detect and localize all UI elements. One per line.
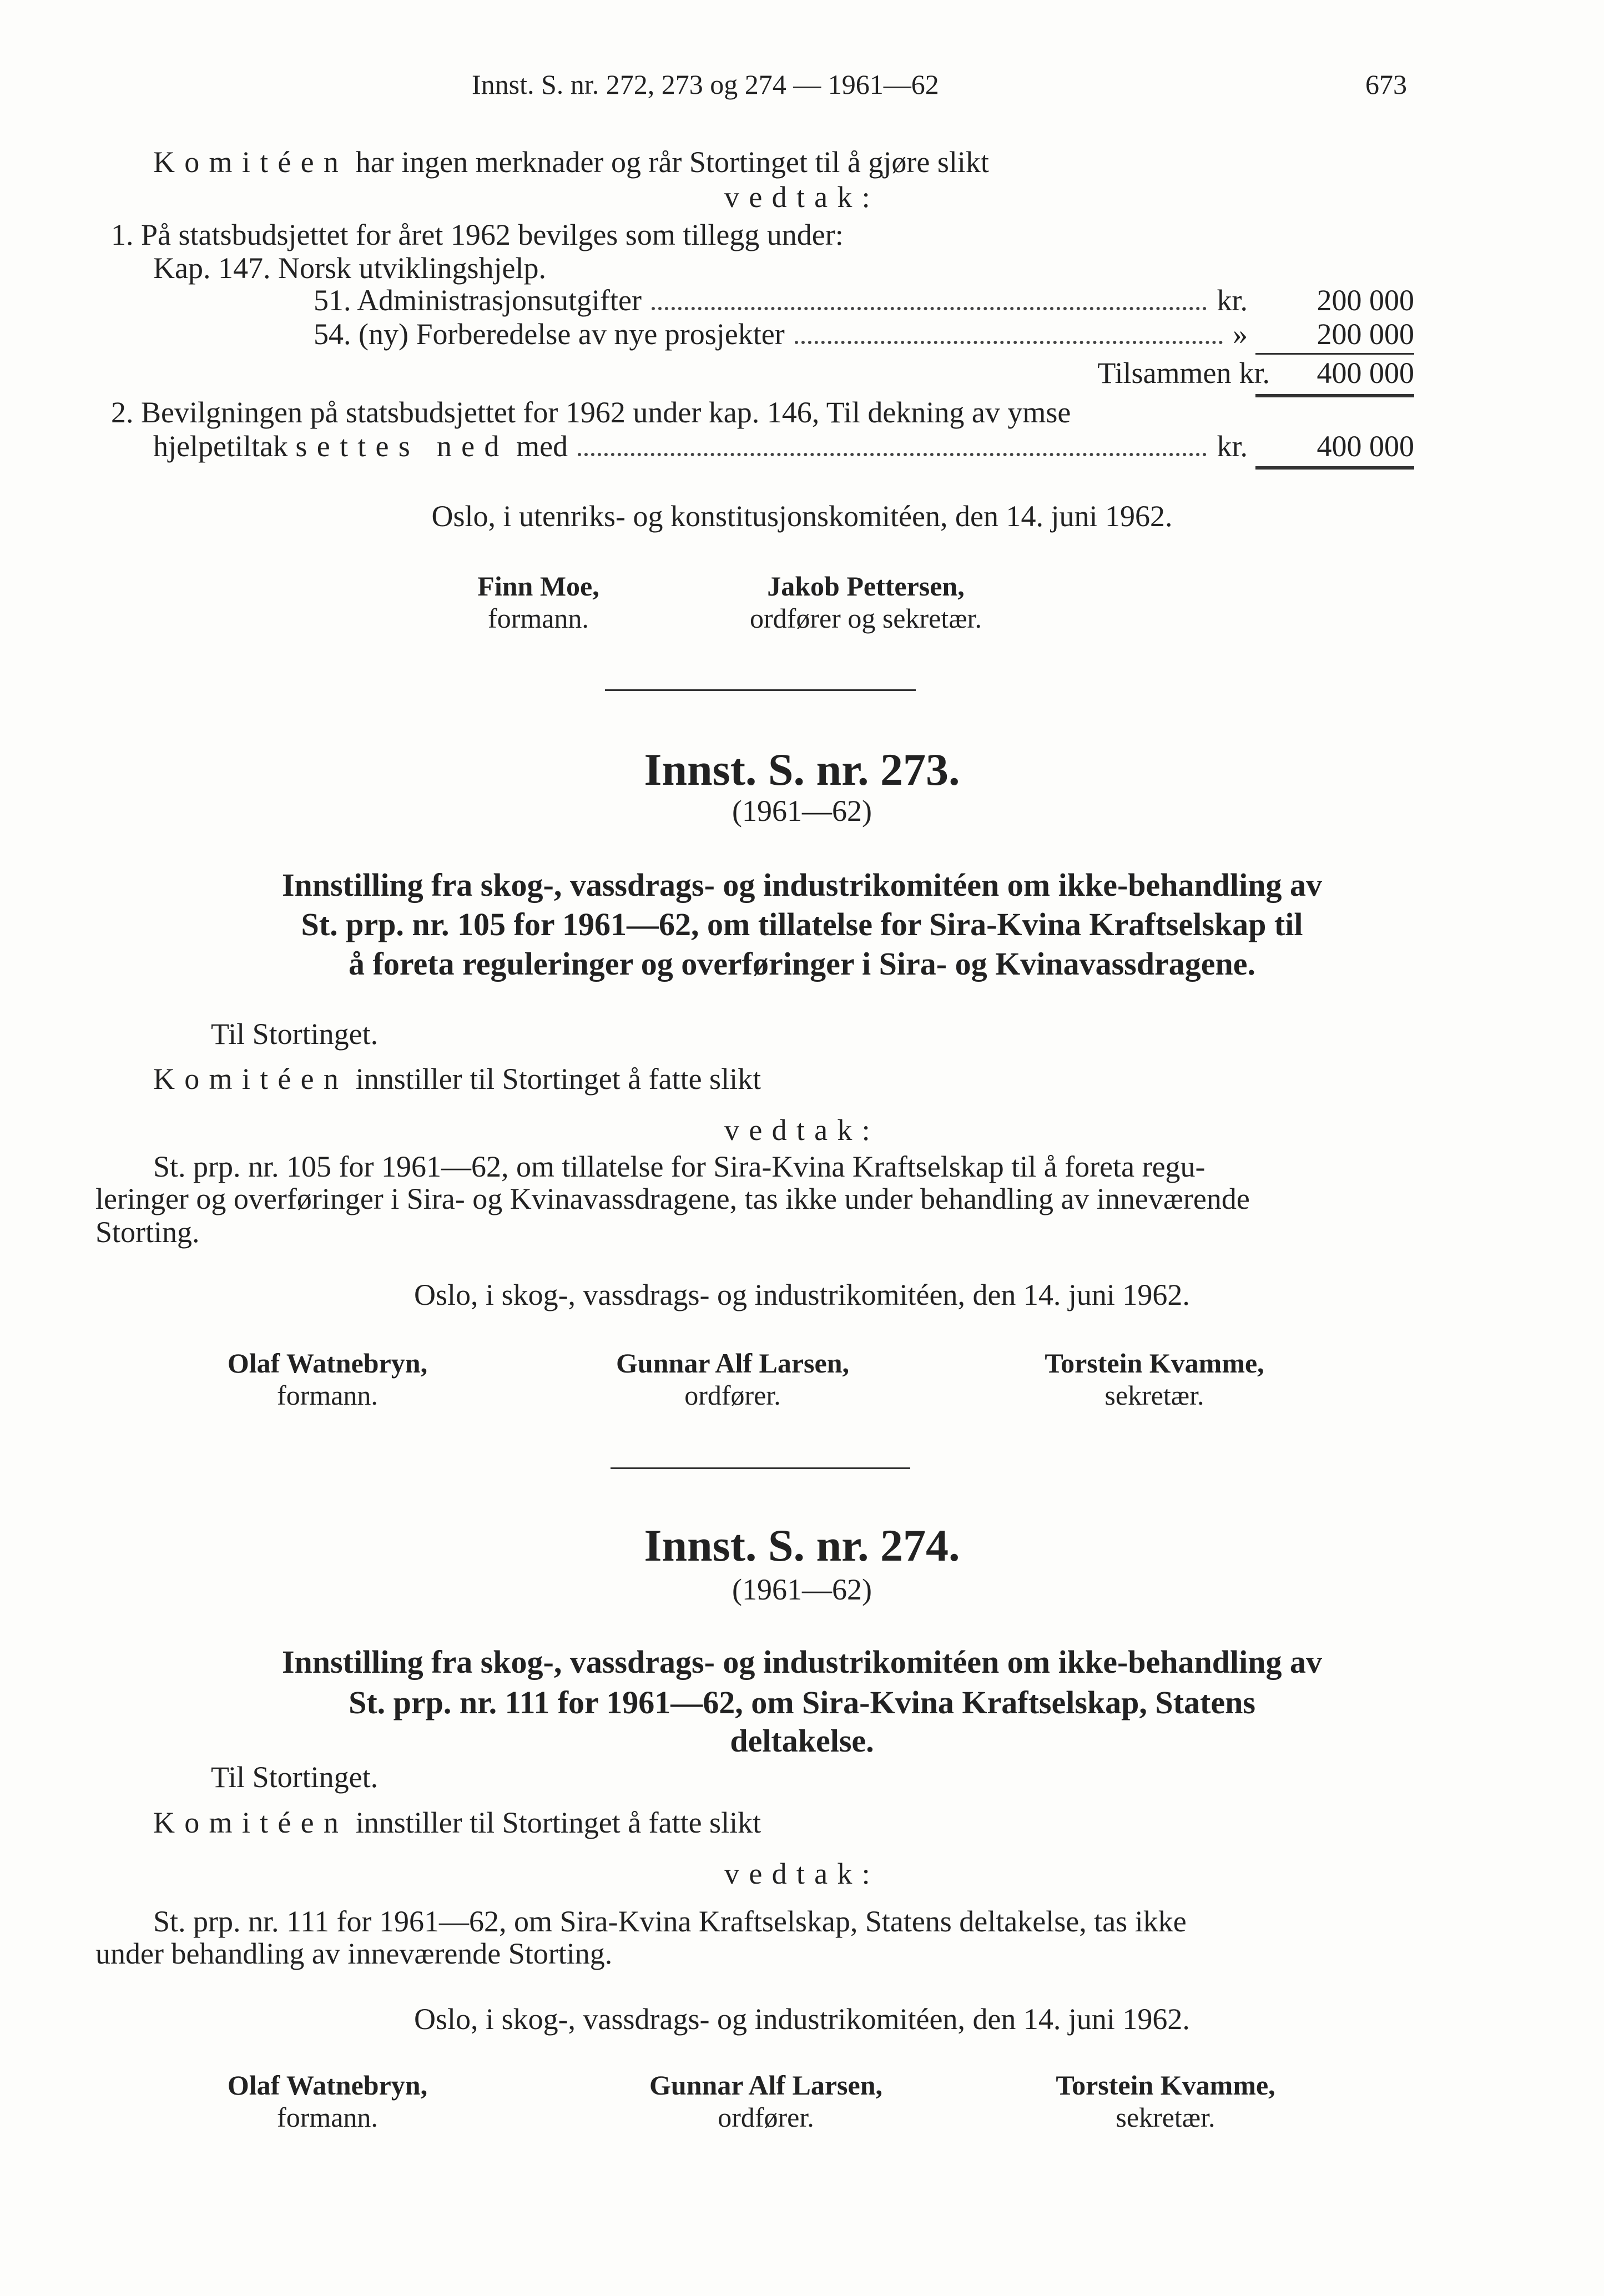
total-label: Tilsammen <box>1097 356 1232 390</box>
signatory-role: formann. <box>277 1380 378 1411</box>
heading-line: å foreta reguleringer og overføringer i Sira- og Kvinavassdragene. <box>349 946 1255 982</box>
section-title: Innst. S. nr. 274. <box>644 1520 960 1571</box>
signature-block <box>133 1347 522 1411</box>
signatory-role: ordfører. <box>684 1380 781 1411</box>
committee-intro <box>153 144 989 180</box>
signatory-role: formann. <box>488 603 589 634</box>
chapter-147: Kap. 147. Norsk utviklingshjelp. <box>153 251 546 285</box>
signature-block <box>538 1347 927 1411</box>
signatory-name: Torstein Kvamme, <box>1056 2070 1275 2101</box>
signatory-name: Olaf Watnebryn, <box>227 1348 428 1379</box>
signature-block <box>672 570 1060 634</box>
item-2: 2. Bevilgningen på statsbudsjettet for 1962 under kap. 146, Til dekning av ymse <box>111 396 1071 429</box>
total-double-rule <box>1255 394 1414 397</box>
amount-double-rule <box>1255 466 1414 470</box>
text: med <box>508 430 568 463</box>
address: Til Stortinget. <box>211 1760 379 1794</box>
place-date: Oslo, i utenriks- og konstitusjonskomitéen, den 14. juni 1962. <box>431 499 1173 533</box>
signatory-name: Finn Moe, <box>477 571 599 602</box>
text: hjelpetiltak <box>153 430 296 463</box>
heading-line: St. prp. nr. 105 for 1961—62, om tillatelse for Sira-Kvina Kraftselskap til <box>301 906 1303 942</box>
session-years: (1961—62) <box>732 794 872 827</box>
section-divider <box>605 689 916 691</box>
post-54-row <box>314 316 1414 352</box>
signatory-name: Gunnar Alf Larsen, <box>649 2070 882 2101</box>
vedtak-label: vedtak: <box>724 1857 880 1890</box>
body-line: leringer og overføringer i Sira- og Kvinavassdragene, tas ikke under behandling av inneværende <box>95 1182 1250 1215</box>
committee-intro <box>153 1061 761 1097</box>
place-date: Oslo, i skog-, vassdrags- og industrikomitéen, den 14. juni 1962. <box>414 1278 1190 1311</box>
signatory-name: Torstein Kvamme, <box>1045 1348 1264 1379</box>
amount: 400 000 <box>1317 356 1414 390</box>
heading-line: St. prp. nr. 111 for 1961—62, om Sira-Kvina Kraftselskap, Statens <box>349 1684 1255 1720</box>
body-line: St. prp. nr. 105 for 1961—62, om tillatelse for Sira-Kvina Kraftselskap til å foreta regu- <box>153 1150 1205 1183</box>
signature-block <box>133 2069 522 2133</box>
dot-leader <box>652 307 1207 310</box>
signatory-name: Gunnar Alf Larsen, <box>616 1348 849 1379</box>
heading-line: Innstilling fra skog-, vassdrags- og industrikomitéen om ikke-behandling av <box>281 1644 1323 1680</box>
amount: 400 000 <box>1317 430 1414 463</box>
signature-block <box>971 2069 1360 2133</box>
dot-leader <box>795 341 1223 344</box>
body-line: Storting. <box>95 1215 200 1249</box>
item-1: 1. På statsbudsjettet for året 1962 bevilges som tillegg under: <box>111 218 844 251</box>
committee-word: Komitéen <box>153 145 349 179</box>
heading-line: deltakelse. <box>730 1723 874 1759</box>
signatory-role: ordfører. <box>718 2102 814 2133</box>
signatory-role: formann. <box>277 2102 378 2133</box>
place-date: Oslo, i skog-, vassdrags- og industrikomitéen, den 14. juni 1962. <box>414 2002 1190 2036</box>
intro-text: har ingen merknader og rår Stortinget til å gjøre slikt <box>348 145 989 179</box>
page-number: 673 <box>1365 69 1407 100</box>
address: Til Stortinget. <box>211 1017 379 1051</box>
session-years: (1961—62) <box>732 1573 872 1606</box>
vedtak-label: vedtak: <box>724 180 880 214</box>
signature-block <box>572 2069 960 2133</box>
running-title: Innst. S. nr. 272, 273 og 274 — 1961—62 <box>472 69 939 100</box>
spaced-text: settes ned <box>295 430 509 463</box>
intro-text: innstiller til Stortinget å fatte slikt <box>348 1062 761 1096</box>
committee-word: Komitéen <box>153 1062 349 1096</box>
currency: kr. <box>1239 356 1270 390</box>
currency: kr. <box>1217 430 1248 463</box>
committee-intro <box>153 1805 761 1840</box>
heading-line: Innstilling fra skog-, vassdrags- og industrikomitéen om ikke-behandling av <box>281 867 1323 903</box>
subtotal-rule <box>1255 353 1414 355</box>
signatory-name: Olaf Watnebryn, <box>227 2070 428 2101</box>
currency: » <box>1233 317 1248 351</box>
item-2-continued <box>153 428 568 464</box>
body-line: under behandling av inneværende Storting. <box>95 1937 613 1970</box>
dot-leader <box>578 453 1207 456</box>
signature-block <box>960 1347 1349 1411</box>
amount: 200 000 <box>1317 317 1414 351</box>
section-divider <box>611 1467 910 1469</box>
post-54-label: 54. (ny) Forberedelse av nye prosjekter <box>314 317 785 351</box>
item-2-amount-row <box>153 428 1414 464</box>
committee-word: Komitéen <box>153 1806 349 1839</box>
signatory-role: sekretær. <box>1104 1380 1204 1411</box>
intro-text: innstiller til Stortinget å fatte slikt <box>348 1806 761 1839</box>
signatory-role: sekretær. <box>1116 2102 1215 2133</box>
signatory-role: ordfører og sekretær. <box>750 603 982 634</box>
post-51-label: 51. Administrasjonsutgifter <box>314 284 642 317</box>
post-51-row <box>314 282 1414 318</box>
total-row <box>1097 355 1414 391</box>
signatory-name: Jakob Pettersen, <box>767 571 965 602</box>
section-title: Innst. S. nr. 273. <box>644 744 960 795</box>
amount: 200 000 <box>1317 284 1414 317</box>
vedtak-label: vedtak: <box>724 1113 880 1147</box>
body-line: St. prp. nr. 111 for 1961—62, om Sira-Kvina Kraftselskap, Statens deltakelse, tas ikke <box>153 1905 1187 1938</box>
currency: kr. <box>1217 284 1248 317</box>
